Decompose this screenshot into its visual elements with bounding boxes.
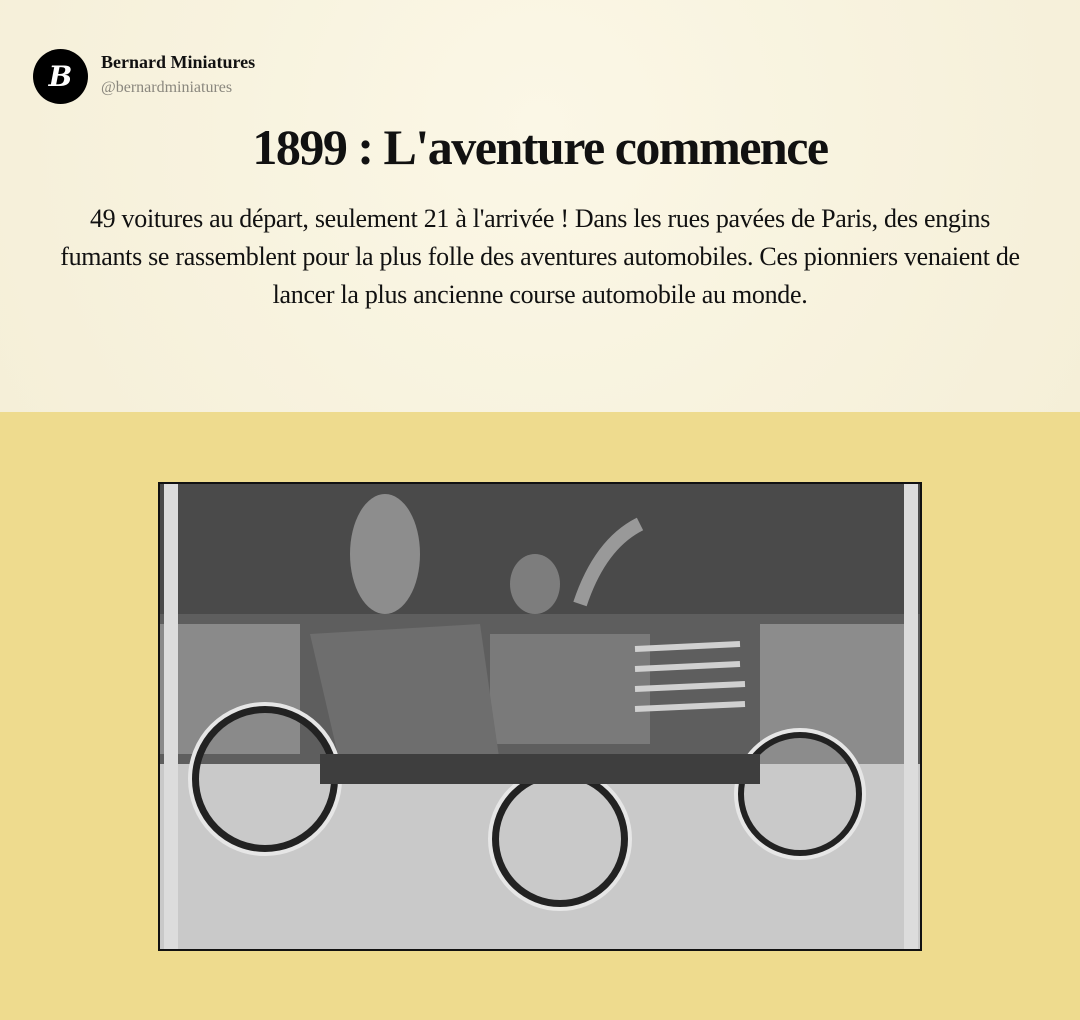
avatar-letter: B xyxy=(48,60,73,93)
post-body: 49 voitures au départ, seulement 21 à l'arrivée ! Dans les rues pavées de Paris, des engins fumants se rassemblent pour la plus folle des aventures automobiles. Ces pionniers venaient de lancer la plus ancienne course automobile au monde. xyxy=(60,204,1020,309)
post-title: 1899 : L'aventure commence xyxy=(252,119,828,175)
car-illustration xyxy=(160,484,922,951)
avatar[interactable] xyxy=(33,49,88,104)
vintage-car-photo xyxy=(158,482,922,951)
profile-name[interactable]: Bernard Miniatures xyxy=(101,52,256,72)
profile-handle[interactable]: @bernardminiatures xyxy=(101,79,233,96)
